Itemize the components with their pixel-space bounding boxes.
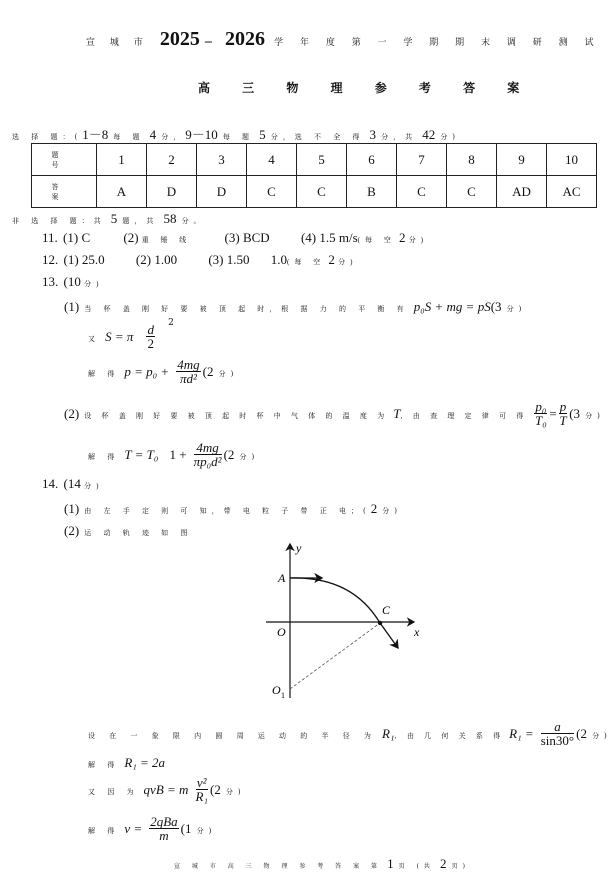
answer-cell: D: [147, 176, 197, 208]
q14-part1: [64, 498, 402, 517]
q14-pts-end: 分): [84, 482, 104, 490]
eq-T-frac: [194, 441, 222, 468]
eq-S-den: 2: [147, 336, 154, 351]
q14-s1-R: R₁: [382, 726, 395, 741]
answer-cell: C: [397, 176, 447, 208]
footer-mid: 页 (共: [398, 863, 435, 870]
q13-part2-T: T: [393, 406, 401, 421]
non-mc-mid: 题，共: [122, 217, 159, 225]
eq-R: R₁ = 2a: [124, 755, 166, 770]
eq-qvB-den: R₁: [195, 789, 208, 804]
q-number-cell: 2: [147, 144, 197, 176]
part2-frac1-num: p₀: [535, 399, 547, 414]
q11-note: (每 空: [357, 236, 396, 244]
eq-v-frac: [149, 815, 178, 842]
q14-you: 又 因 为: [88, 788, 139, 796]
answer-cell: C: [247, 176, 297, 208]
q12-part2: (2) 1.00: [135, 252, 178, 267]
label-O: O: [277, 625, 286, 639]
q12-note-end: 分): [338, 258, 358, 266]
label-A: A: [278, 571, 286, 585]
mc-fen4: 分): [440, 133, 461, 141]
q14-step1: [88, 720, 612, 747]
q12-number: 12.: [42, 252, 59, 267]
header-term: 学 年 度 第 一 学 期 期 末 调 研 测 试: [274, 38, 601, 48]
eq-qvB-left: qvB = m: [143, 782, 189, 797]
header-dash: –: [204, 34, 212, 49]
eq-p-score-end: 分): [218, 370, 239, 378]
non-mc-end: 分。: [181, 217, 206, 225]
table-row-answers: [32, 176, 597, 208]
mc-fen1: 分，: [161, 133, 186, 141]
eq-S-frac: [146, 323, 155, 350]
answer-cell: AD: [497, 176, 547, 208]
q13-part2: [64, 400, 605, 427]
eq-p-score: (2: [202, 364, 214, 379]
eq-T-score: (2: [223, 447, 235, 462]
eq-qvB-frac: [196, 776, 208, 803]
q14-part1-pts: 2: [370, 501, 378, 516]
q13-part1: [64, 296, 526, 315]
non-mc-text: 非 选 择 题：共: [12, 217, 106, 225]
answer-cell: C: [297, 176, 347, 208]
eq-qvB-num: v²: [196, 775, 207, 790]
q12-part4: 1.0: [270, 252, 288, 267]
q11-part2: (2): [123, 230, 139, 245]
eq-T-num: 4mg: [194, 441, 222, 455]
mc-partial: 3: [369, 127, 377, 142]
q13-jie1: 解 得: [88, 370, 120, 378]
q-number-cell: 6: [347, 144, 397, 176]
q12-part3: (3) 1.50: [208, 252, 250, 267]
q13-part2-text: 设 杯 盖 刚 好 要 被 顶 起 时 杯 中 气 体 的 温 度 为: [84, 412, 389, 420]
non-mc-count: 5: [110, 211, 118, 226]
mc-fen2: 分，选 不 全 得: [270, 133, 365, 141]
eq-T-den: πp₀d²: [193, 454, 222, 469]
part2-eqs: =: [549, 406, 557, 421]
mc-pts2: 5: [259, 127, 266, 142]
q13-number: 13.: [42, 274, 59, 289]
s1-score: (2: [576, 726, 587, 741]
label-O1: O: [272, 683, 281, 697]
q-number-cell: 3: [197, 144, 247, 176]
q12-line: [42, 252, 357, 268]
q11-note-pts: 2: [398, 230, 406, 245]
answer-table: [31, 143, 597, 208]
q11-part3: (3) BCD: [224, 230, 270, 245]
row-label-answer: 答 案: [32, 176, 97, 208]
q-number-cell: 8: [447, 144, 497, 176]
q13-part2-label: (2): [64, 406, 80, 421]
eq-p-den: πd²: [179, 371, 197, 386]
q12-note-pts: 2: [328, 252, 335, 267]
q14-part2: [64, 520, 192, 539]
eq-p-frac: [176, 358, 200, 385]
label-x: x: [414, 625, 420, 639]
q13-part2-score-end: 分): [585, 412, 605, 420]
part2-frac1-den: T₀: [534, 413, 547, 428]
non-mc-header: [12, 208, 206, 227]
eq-qvB-score: (2: [209, 782, 221, 797]
q14-jie1: 解 得: [88, 761, 120, 769]
q14-jie2: 解 得: [88, 827, 120, 835]
label-O1-sub: 1: [281, 691, 285, 700]
mc-range1: 1－8: [82, 127, 109, 142]
q11-note-end: 分): [408, 236, 429, 244]
non-mc-pts: 58: [163, 211, 177, 226]
s1-eq-den: sin30°: [540, 733, 575, 748]
eq-S-left: S = π: [105, 329, 134, 344]
q13-part2-score: (3: [569, 406, 581, 421]
eq-v-left: v =: [124, 821, 143, 836]
mc-section-header: [12, 124, 460, 143]
q11-number: 11.: [42, 230, 58, 245]
header-city: 宣 城 市: [86, 38, 149, 48]
q-number-cell: 4: [247, 144, 297, 176]
row-label-number: 题 号: [32, 144, 97, 176]
q13-eq-T: [88, 441, 259, 468]
eq-v-num: 2qBa: [150, 814, 178, 829]
q13-pts-end: 分): [84, 280, 104, 288]
q14-part2-label: (2): [64, 523, 80, 538]
footer-text: 宣 城 市 高 三 物 理 参 考 答 案 第: [174, 863, 382, 870]
q14-s1-text2: , 由 几 何 关 系 得: [394, 732, 505, 740]
q13-part1-text: 当 杯 盖 刚 好 要 被 顶 起 时，根 据 力 的 平 衡 有: [84, 305, 409, 313]
eq-v-score-end: 分): [196, 827, 217, 835]
eq-v-score: (1: [180, 821, 192, 836]
header-year-start: 2025: [159, 28, 200, 50]
answer-cell: C: [447, 176, 497, 208]
page-header: [86, 28, 600, 51]
eq-T-score-end: 分): [239, 453, 260, 461]
q14-eq-R: [88, 752, 165, 771]
mc-each1: 每 题: [113, 133, 145, 141]
answer-cell: D: [197, 176, 247, 208]
q14-part1-text: 由 左 手 定 则 可 知，带 电 粒 子 带 正 电；(: [84, 507, 371, 515]
q-number-cell: 1: [97, 144, 147, 176]
header-year-end: 2026: [225, 28, 266, 50]
mc-label: 选 择 题：(: [12, 133, 83, 141]
eq-qvB-score-end: 分): [225, 788, 246, 796]
s1-eq-num: a: [541, 720, 574, 734]
label-C: C: [382, 603, 391, 617]
q-number-cell: 9: [497, 144, 547, 176]
q-number-cell: 5: [297, 144, 347, 176]
page-footer: [174, 853, 470, 872]
q11-part1: (1) C: [63, 230, 91, 245]
q11-part2-text: 重 锤 线: [141, 236, 192, 244]
q13-part2-frac2: [559, 400, 568, 427]
q13-part1-label: (1): [64, 299, 80, 314]
part2-frac2-den: T: [559, 413, 567, 428]
mc-pts1: 4: [149, 127, 157, 142]
footer-page: 1: [387, 856, 394, 871]
q13-header: [42, 274, 103, 290]
mc-fen3: 分，共: [381, 133, 418, 141]
eq-T-one: 1 +: [169, 447, 187, 462]
eq-S-exp: 2: [168, 318, 174, 328]
part2-frac2-num: p: [559, 399, 567, 414]
eq-p-left: p = p₀ +: [124, 364, 170, 379]
page-title: 高 三 物 理 参 考 答 案: [198, 81, 534, 95]
q-number-cell: 10: [547, 144, 597, 176]
q-number-cell: 7: [397, 144, 447, 176]
q14-eq-v: [88, 815, 216, 842]
s1-eq-frac: [541, 720, 574, 747]
mc-each2: 每 题: [222, 133, 255, 141]
mc-total: 42: [422, 127, 436, 142]
q14-number: 14.: [42, 476, 59, 491]
q13-part1-score: (3: [490, 299, 502, 314]
q13-part2-frac1: [534, 400, 547, 427]
q13-part1-score-end: 分): [506, 305, 527, 313]
q12-part1: (1) 25.0: [63, 252, 105, 267]
q14-pts: (14: [63, 476, 81, 491]
q13-eq-p: [88, 358, 238, 385]
eq-S-num: d: [147, 322, 154, 337]
radius-dashed-line: [290, 623, 380, 689]
answer-cell: A: [97, 176, 147, 208]
answer-cell: AC: [547, 176, 597, 208]
q13-pts: (10: [63, 274, 81, 289]
eq-p-num: 4mg: [177, 357, 200, 372]
q11-part4: (4) 1.5 m/s: [300, 230, 358, 245]
trajectory-figure: [262, 538, 432, 708]
mc-range2: 9－10: [185, 127, 218, 142]
q12-note: (每 空: [287, 258, 326, 266]
q14-part2-text: 运 动 轨 迹 如 图: [84, 529, 193, 537]
q13-eq-S: [88, 318, 174, 350]
q13-part1-eq: p₀S + mg = pS: [413, 299, 491, 314]
point-C: [378, 621, 382, 625]
q13-you: 又: [88, 335, 100, 343]
answer-cell: B: [347, 176, 397, 208]
q11-line: [42, 230, 428, 246]
trajectory-arc: [290, 578, 380, 623]
eq-v-den: m: [159, 828, 169, 843]
s1-eq-left: R₁ =: [509, 726, 534, 741]
q14-s1-text: 设 在 一 象 限 内 圆 周 运 动 的 半 径 为: [88, 732, 377, 740]
q14-header: [42, 476, 103, 492]
footer-end: 页): [451, 863, 470, 870]
eq-T-left: T = T₀: [124, 447, 159, 462]
s1-score-end: 分): [592, 732, 612, 740]
q13-part2-text2: , 由 查 理 定 律 可 得: [400, 412, 528, 420]
footer-total: 2: [440, 856, 447, 871]
table-row-numbers: [32, 144, 597, 176]
q14-eq-qvB: [88, 776, 246, 803]
q14-part1-label: (1): [64, 501, 80, 516]
label-y: y: [296, 541, 302, 555]
exit-path: [380, 623, 398, 648]
q13-jie2: 解 得: [88, 453, 120, 461]
q14-part1-end: 分): [382, 507, 403, 515]
